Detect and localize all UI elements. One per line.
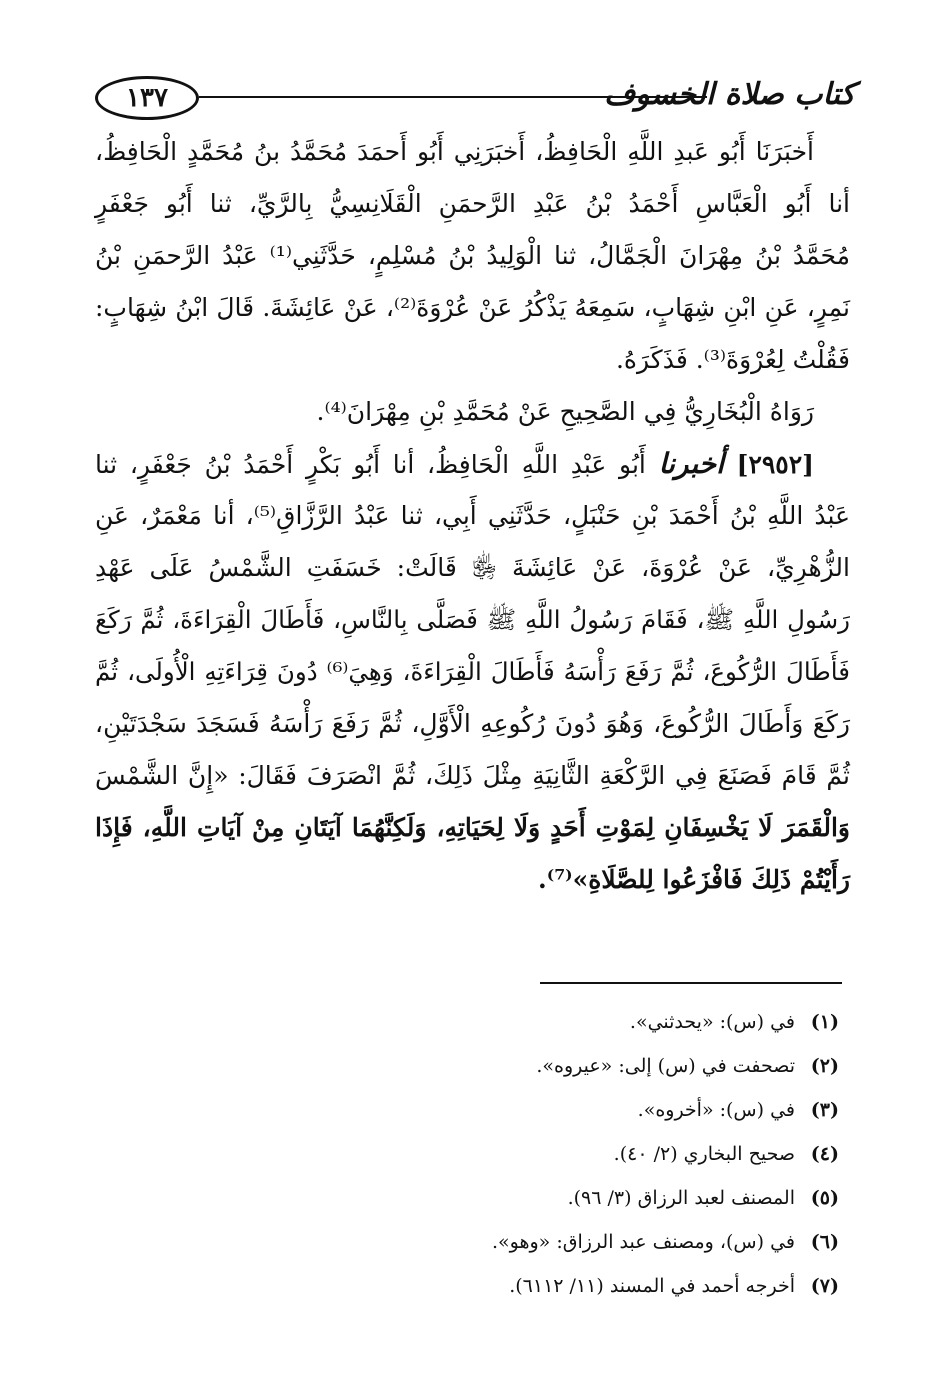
hadith-opening: أخبرنا — [658, 447, 724, 480]
text-line: الزُّهْرِيِّ، عَنْ عُرْوَةَ، عَنْ عَائِشَةَ ﵂ قَالَتْ: خَسَفَتِ الشَّمْسُ عَلَى عَهْدِ — [95, 553, 850, 582]
footnote: (٢)تصحفت في (س) إلى: «عيروه». — [536, 1055, 839, 1077]
text-line: فَأَطَالَ الرُّكُوعَ، ثُمَّ رَفَعَ رَأْسَهُ فَأَطَالَ الْقِرَاءَةَ، وَهِيَ⁽⁶⁾ دُونَ قِرَاءَتِهِ الْأُولَى، ثُمَّ — [95, 657, 850, 686]
page-header — [95, 72, 855, 122]
footnote: (٧)أخرجه أحمد في المسند (١١/ ٦١١٢). — [509, 1275, 839, 1297]
text-line: رَسُولِ اللَّهِ ﷺ، فَقَامَ رَسُولُ اللَّهِ ﷺ فَصَلَّى بِالنَّاسِ، فَأَطَالَ الْقِرَاءَةَ، ثُمَّ رَكَعَ — [95, 605, 850, 634]
hadith-start-line: [٢٩٥٢] أخبرنا أَبُو عَبْدِ اللَّهِ الْحَافِظُ، أنا أَبُو بَكْرٍ أَحْمَدُ بْنُ جَعْفَرٍ، ثنا — [95, 447, 814, 480]
footnote: (٥)المصنف لعبد الرزاق (٣/ ٩٦). — [567, 1187, 839, 1209]
text-line: نَمِرٍ، عَنِ ابْنِ شِهَابٍ، سَمِعَهُ يَذْكُرُ عَنْ عُرْوَةَ⁽²⁾، عَنْ عَائِشَةَ. قَالَ ابْنُ شِهَابٍ: — [95, 293, 851, 322]
text-line: رَوَاهُ الْبُخَارِيُّ فِي الصَّحِيحِ عَنْ مُحَمَّدِ بْنِ مِهْرَانَ⁽⁴⁾. — [316, 397, 814, 426]
page-number: ١٣٧ — [95, 76, 199, 120]
text-line: فَقُلْتُ لِعُرْوَةَ⁽³⁾. فَذَكَرَهُ. — [615, 345, 850, 374]
text-line: عَبْدُ اللَّهِ بْنُ أَحْمَدَ بْنِ حَنْبَلٍ، حَدَّثَنِي أَبِي، ثنا عَبْدُ الرَّزَّاقِ⁽⁵⁾، أنا مَعْمَرٌ، عَنِ — [95, 501, 850, 530]
footnote: (٣)في (س): «أخروه». — [637, 1099, 839, 1121]
footnotes — [339, 1000, 839, 1308]
book-title: كتاب صلاة الخسوف — [604, 77, 855, 112]
main-text — [95, 126, 850, 906]
text-line: أنا أَبُو الْعَبَّاسِ أَحْمَدُ بْنُ عَبْدِ الرَّحمَنِ الْقَلَانِسِيُّ بِالرَّيِّ، ثنا أَبُو جَعْفَرٍ — [95, 189, 850, 218]
hadith-number: [٢٩٥٢] — [736, 450, 814, 479]
text-line: مُحَمَّدُ بْنُ مِهْرَانَ الْجَمَّالُ، ثنا الْوَلِيدُ بْنُ مُسْلِمٍ، حَدَّثَنِي⁽¹⁾ عَبْدُ الرَّحمَنِ بْنُ — [95, 241, 850, 270]
text-line: وَالْقَمَرَ لَا يَخْسِفَانِ لِمَوْتِ أَحَدٍ وَلَا لِحَيَاتِهِ، وَلَكِنَّهُمَا آيَتَانِ مِنْ آيَاتِ اللَّهِ، فَإِذَا — [95, 813, 850, 842]
footnote: (٦)في (س)، ومصنف عبد الرزاق: «وهو». — [492, 1231, 839, 1253]
footnote-separator — [540, 982, 842, 984]
footnote: (٤)صحيح البخاري (٢/ ٤٠). — [613, 1143, 839, 1165]
text-line: ثُمَّ قَامَ فَصَنَعَ فِي الرَّكْعَةِ الثَّانِيَةِ مِثْلَ ذَلِكَ، ثُمَّ انْصَرَفَ فَقَالَ: «إِنَّ الشَّمْسَ — [95, 761, 850, 790]
text-line: رَكَعَ وَأَطَالَ الرُّكُوعَ، وَهُوَ دُونَ رُكُوعِهِ الْأَوَّلِ، ثُمَّ رَفَعَ رَأْسَهُ فَسَجَدَ سَجْدَتَيْنِ، — [95, 709, 850, 738]
header-rule — [199, 96, 707, 98]
text-line: أَخبَرَنَا أَبُو عَبدِ اللَّهِ الْحَافِظُ، أَخبَرَنِي أَبُو أَحمَدَ مُحَمَّدُ بنُ مُحَمَّدٍ الْحَافِظُ، — [95, 137, 814, 166]
text-line: رَأَيْتُمْ ذَلِكَ فَافْزَعُوا لِلصَّلَاةِ»⁽⁷⁾. — [538, 865, 850, 894]
footnote: (١)في (س): «يحدثني». — [629, 1011, 839, 1033]
